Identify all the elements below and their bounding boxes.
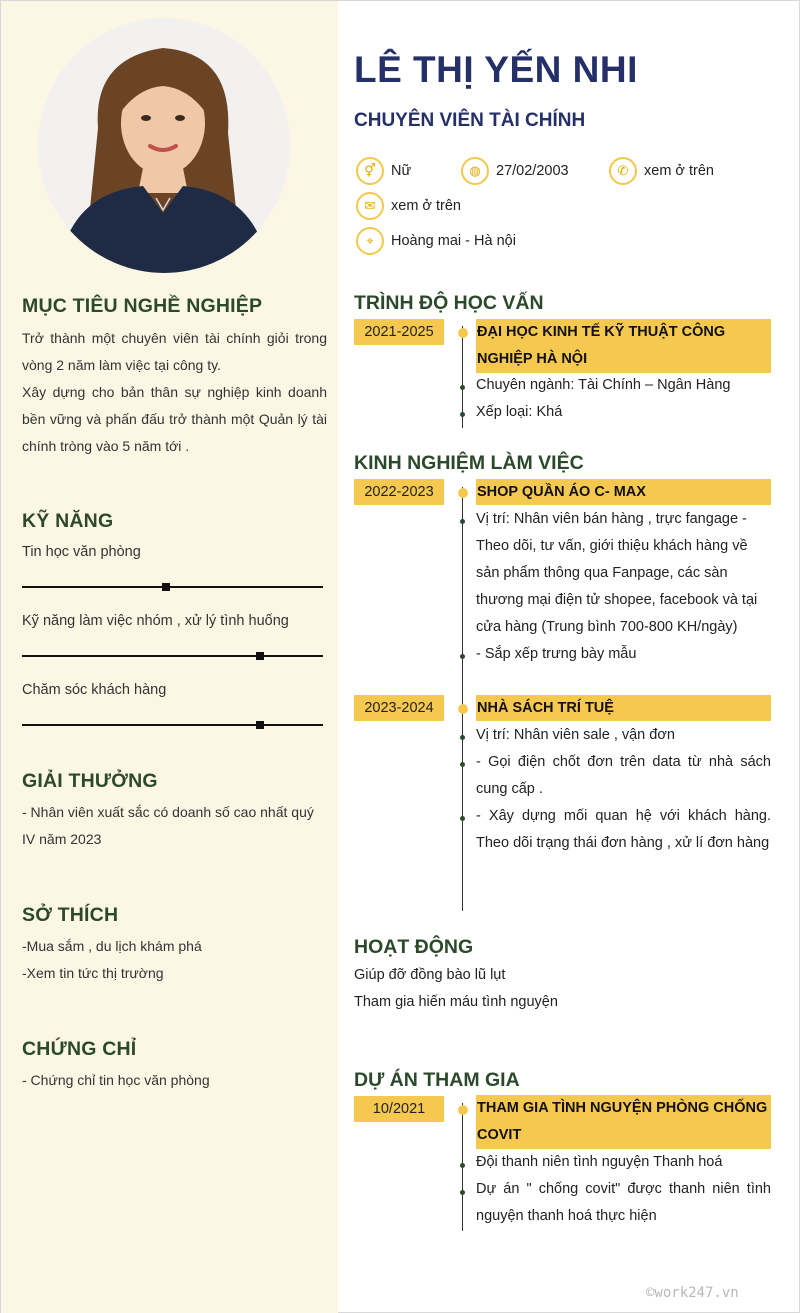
experience-detail: Vị trí: Nhân viên bán hàng , trực fangage - Theo dõi, tư vấn, giới thiệu khách hàng về sản phẩm thông qua Fanpage, các sàn thương mại điện tử shopee, facebook và tại cửa hàng (Trung bình 700-800 KH/ngày) xyxy=(476,511,758,635)
project-detail: Đội thanh niên tình nguyện Thanh hoá xyxy=(476,1154,723,1170)
awards-title: GIẢI THƯỞNG xyxy=(22,770,158,792)
bullet-dot xyxy=(460,735,465,740)
activities-title: HOẠT ĐỘNG xyxy=(354,936,474,958)
phone-icon: ✆ xyxy=(609,157,637,185)
contact-address xyxy=(356,227,516,255)
phone-value: xem ở trên xyxy=(644,163,714,179)
project-period: 10/2021 xyxy=(354,1096,444,1122)
education-major: Chuyên ngành: Tài Chính – Ngân Hàng xyxy=(476,377,731,393)
experience-timeline xyxy=(462,487,463,911)
activity-item: Tham gia hiến máu tình nguyện xyxy=(354,994,558,1010)
education-grade: Xếp loại: Khá xyxy=(476,404,563,420)
bullet-dot xyxy=(460,816,465,821)
skills-title: KỸ NĂNG xyxy=(22,510,114,532)
timeline-dot xyxy=(458,488,468,498)
experience-company: NHÀ SÁCH TRÍ TUỆ xyxy=(476,695,771,721)
skill-name: Kỹ năng làm việc nhóm , xử lý tình huống xyxy=(22,613,289,629)
project-detail: Dự án " chống covit" được thanh niên tình nguyện thanh hoá thực hiện xyxy=(476,1181,771,1224)
avatar xyxy=(38,18,290,273)
bullet-dot xyxy=(460,412,465,417)
address-value: Hoàng mai - Hà nội xyxy=(391,233,516,249)
experience-period: 2023-2024 xyxy=(354,695,444,721)
contact-phone xyxy=(609,157,714,185)
experience-company: SHOP QUẦN ÁO C- MAX xyxy=(476,479,771,505)
experience-detail: - Gọi điện chốt đơn trên data từ nhà sách cung cấp . xyxy=(476,754,771,797)
objective-title: MỤC TIÊU NGHỀ NGHIỆP xyxy=(22,295,263,317)
skill-level-knob xyxy=(256,652,264,660)
experience-detail: - Xây dựng mối quan hệ với khách hàng. Theo dõi trạng thái đơn hàng , xử lí đơn hàng xyxy=(476,808,771,851)
project-name: THAM GIA TÌNH NGUYỆN PHÒNG CHỐNG COVIT xyxy=(476,1095,771,1149)
objective-text-1: Trở thành một chuyên viên tài chính giỏi trong vòng 2 năm làm việc tại công ty. xyxy=(22,330,327,373)
experience-detail: Vị trí: Nhân viên sale , vận đơn xyxy=(476,727,675,743)
bullet-dot xyxy=(460,654,465,659)
skill-bar xyxy=(22,724,323,726)
bullet-dot xyxy=(460,519,465,524)
awards-text: - Nhân viên xuất sắc có doanh số cao nhất quý IV năm 2023 xyxy=(22,804,314,847)
gender-icon: ⚥ xyxy=(356,157,384,185)
map-icon: ⌖ xyxy=(356,227,384,255)
timeline-dot xyxy=(458,704,468,714)
bullet-dot xyxy=(460,385,465,390)
objective-text-2: Xây dựng cho bản thân sự nghiệp kinh doanh bền vững và phấn đấu trở thành một Quản lý tài chính tròng vào 5 năm tới . xyxy=(22,384,327,454)
hobby-item: -Xem tin tức thị trường xyxy=(22,965,164,981)
job-title: CHUYÊN VIÊN TÀI CHÍNH xyxy=(354,110,586,131)
skill-name: Tin học văn phòng xyxy=(22,544,141,560)
contact-birthday xyxy=(461,157,569,185)
skill-bar xyxy=(22,655,323,657)
hobbies-title: SỞ THÍCH xyxy=(22,904,119,926)
mail-icon: ✉ xyxy=(356,192,384,220)
hobby-item: -Mua sắm , du lịch khám phá xyxy=(22,938,202,954)
education-period: 2021-2025 xyxy=(354,319,444,345)
experience-detail: - Sắp xếp trưng bày mẫu xyxy=(476,646,637,662)
skill-level-knob xyxy=(162,583,170,591)
contact-gender xyxy=(356,157,411,185)
timeline-dot xyxy=(458,1105,468,1115)
birthday-value: 27/02/2003 xyxy=(496,163,569,179)
experience-period: 2022-2023 xyxy=(354,479,444,505)
activity-item: Giúp đỡ đồng bào lũ lụt xyxy=(354,967,506,983)
contact-email xyxy=(356,192,461,220)
skill-level-knob xyxy=(256,721,264,729)
gender-value: Nữ xyxy=(391,163,412,179)
timeline-dot xyxy=(458,328,468,338)
projects-title: DỰ ÁN THAM GIA xyxy=(354,1069,520,1091)
bullet-dot xyxy=(460,1190,465,1195)
watermark: ©work247.vn xyxy=(646,1285,739,1301)
education-school: ĐẠI HỌC KINH TẾ KỸ THUẬT CÔNG NGHIỆP HÀ NỘI xyxy=(476,319,771,373)
experience-title: KINH NGHIỆM LÀM VIỆC xyxy=(354,452,584,474)
certificate-item: - Chứng chỉ tin học văn phòng xyxy=(22,1072,210,1088)
bullet-dot xyxy=(460,762,465,767)
skill-bar xyxy=(22,586,323,588)
education-title: TRÌNH ĐỘ HỌC VẤN xyxy=(354,292,544,314)
candidate-name: LÊ THỊ YẾN NHI xyxy=(354,49,638,90)
cake-icon: ◍ xyxy=(461,157,489,185)
skill-name: Chăm sóc khách hàng xyxy=(22,682,167,698)
bullet-dot xyxy=(460,1163,465,1168)
email-value: xem ở trên xyxy=(391,198,461,214)
certificates-title: CHỨNG CHỈ xyxy=(22,1038,137,1060)
